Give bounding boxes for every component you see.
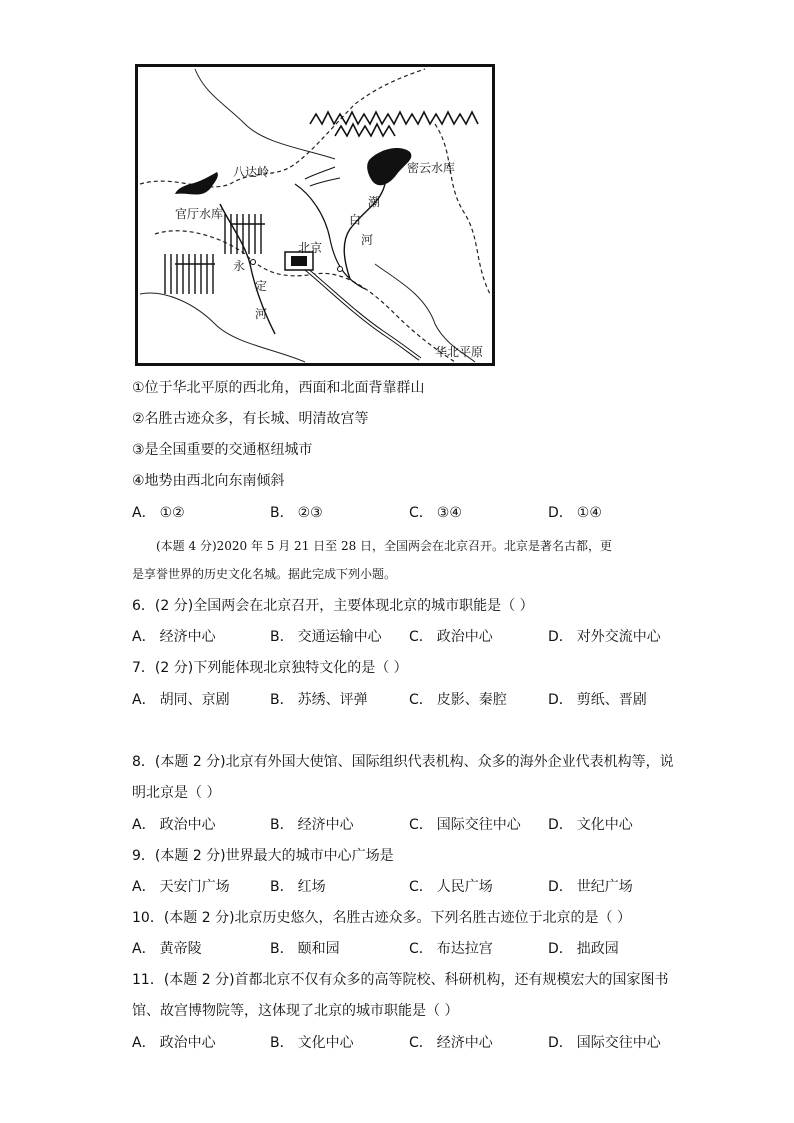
option-c[interactable]: C． ③④ (409, 505, 462, 521)
beijing-map-figure (135, 64, 495, 366)
map-label-chao: 潮 (368, 195, 381, 209)
map-label-guanting: 官厅水库 (175, 207, 224, 221)
question-11-options (132, 1033, 692, 1053)
option-b[interactable]: B． 苏绣、评弹 (270, 692, 368, 708)
map-label-plain: 华北平原 (435, 345, 484, 359)
question-11-stem-line2: 馆、故宫博物院等，这体现了北京的城市职能是（ ） (132, 1003, 459, 1019)
option-c[interactable]: C． 经济中心 (409, 1035, 493, 1051)
statement-1: ①位于华北平原的西北角，西面和北面背靠群山 (132, 380, 425, 396)
q5-options (132, 503, 692, 523)
option-c[interactable]: C． 人民广场 (409, 879, 493, 895)
option-b[interactable]: B． 红场 (270, 879, 326, 895)
question-9-options (132, 877, 692, 897)
map-label-miyun: 密云水库 (407, 161, 456, 175)
option-b[interactable]: B． 文化中心 (270, 1035, 354, 1051)
option-c[interactable]: C． 布达拉宫 (409, 941, 493, 957)
statement-4: ④地势由西北向东南倾斜 (132, 473, 285, 489)
statement-3: ③是全国重要的交通枢纽城市 (132, 442, 313, 458)
option-a[interactable]: A． 黄帝陵 (132, 941, 202, 957)
option-a[interactable]: A． ①② (132, 505, 185, 521)
question-8-stem-line1: 8．(本题 2 分)北京有外国大使馆、国际组织代表机构、众多的海外企业代表机构等，说 (132, 754, 674, 770)
option-b[interactable]: B． ②③ (270, 505, 323, 521)
option-d[interactable]: D． 剪纸、晋剧 (548, 692, 647, 708)
option-d[interactable]: D． 对外交流中心 (548, 629, 661, 645)
option-a[interactable]: A． 胡同、京剧 (132, 692, 230, 708)
option-a[interactable]: A． 天安门广场 (132, 879, 230, 895)
question-10-stem: 10．(本题 2 分)北京历史悠久，名胜古迹众多。下列名胜古迹位于北京的是（ ） (132, 910, 631, 926)
section-intro-line1: (本题 4 分)2020 年 5 月 21 日至 28 日，全国两会在北京召开。北京是著名古都，更 (156, 539, 613, 553)
option-c[interactable]: C． 皮影、秦腔 (409, 692, 507, 708)
map-label-he-chaobai: 河 (361, 233, 374, 247)
map-label-he-yongding: 河 (255, 307, 268, 321)
map-label-yong: 永 (233, 259, 246, 273)
section-intro-line2: 是享誉世界的历史文化名城。据此完成下列小题。 (132, 567, 397, 581)
map-label-bai: 白 (349, 213, 362, 227)
question-10-options (132, 939, 692, 959)
question-7-stem: 7．(2 分)下列能体现北京独特文化的是（ ） (132, 660, 408, 676)
statement-2: ②名胜古迹众多，有长城、明清故宫等 (132, 411, 369, 427)
option-d[interactable]: D． ①④ (548, 505, 602, 521)
question-8-options (132, 815, 692, 835)
option-b[interactable]: B． 颐和园 (270, 941, 340, 957)
option-d[interactable]: D． 文化中心 (548, 817, 633, 833)
question-11-stem-line1: 11．(本题 2 分)首都北京不仅有众多的高等院校、科研机构，还有规模宏大的国家图书 (132, 972, 669, 988)
option-c[interactable]: C． 国际交往中心 (409, 817, 521, 833)
option-d[interactable]: D． 国际交往中心 (548, 1035, 661, 1051)
map-label-beijing: 北京 (298, 241, 323, 255)
option-d[interactable]: D． 拙政园 (548, 941, 619, 957)
question-6-options (132, 627, 692, 647)
option-b[interactable]: B． 交通运输中心 (270, 629, 382, 645)
option-d[interactable]: D． 世纪广场 (548, 879, 633, 895)
option-a[interactable]: A． 政治中心 (132, 1035, 216, 1051)
question-7-options (132, 690, 692, 710)
map-label-badaling: 八达岭 (233, 165, 270, 179)
option-a[interactable]: A． 经济中心 (132, 629, 216, 645)
question-9-stem: 9．(本题 2 分)世界最大的城市中心广场是 (132, 848, 394, 864)
question-6-stem: 6．(2 分)全国两会在北京召开，主要体现北京的城市职能是（ ） (132, 598, 534, 614)
option-a[interactable]: A． 政治中心 (132, 817, 216, 833)
question-8-stem-line2: 明北京是（ ） (132, 785, 221, 801)
option-b[interactable]: B． 经济中心 (270, 817, 354, 833)
option-c[interactable]: C． 政治中心 (409, 629, 493, 645)
map-label-ding: 定 (255, 279, 268, 293)
